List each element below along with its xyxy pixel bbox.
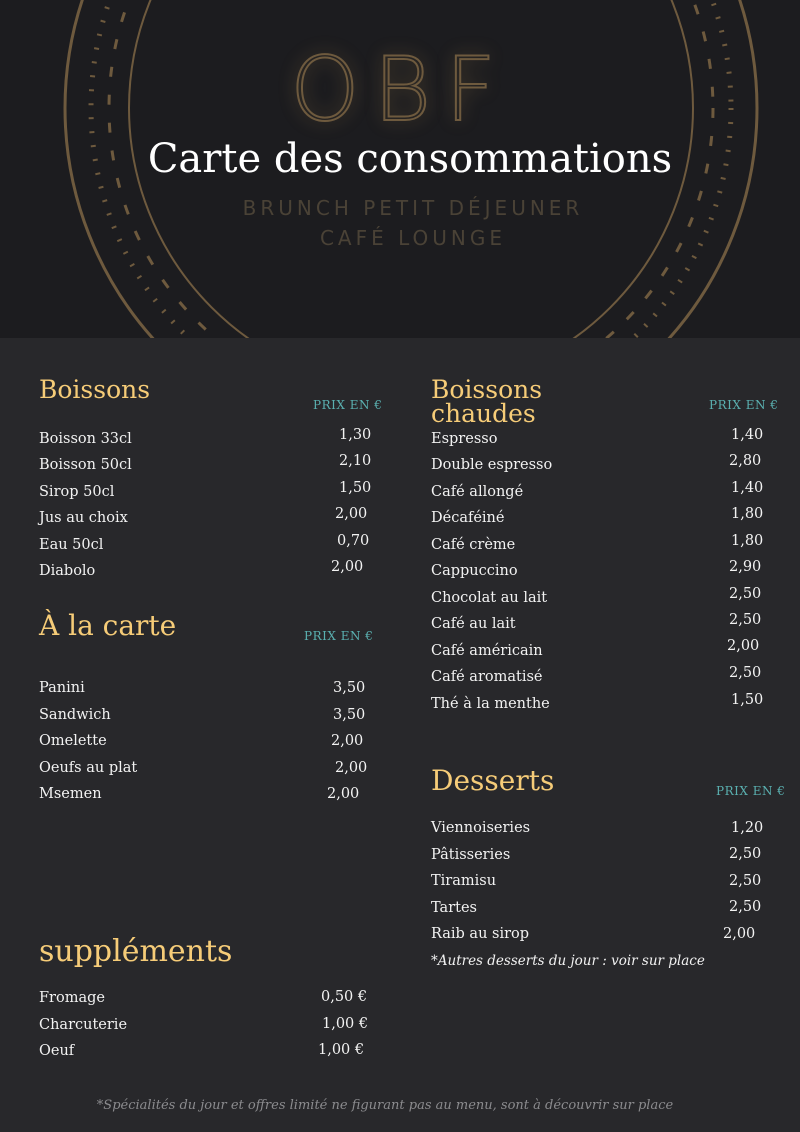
item-price: 1,50 (339, 480, 372, 496)
item-price: 1,00 € (322, 1016, 369, 1032)
item-price: 2,90 (729, 559, 762, 575)
desserts-note: *Autres desserts du jour : voir sur place (431, 953, 705, 969)
item-price: 2,50 (729, 846, 762, 862)
item-name: Café au lait (431, 616, 516, 632)
item-name: Cappuccino (431, 563, 518, 579)
item-price: 1,40 (731, 427, 764, 443)
item-price: 2,50 (729, 586, 762, 602)
item-name: Diabolo (39, 563, 96, 579)
item-name: Fromage (39, 990, 105, 1006)
item-name: Boisson 33cl (39, 431, 132, 447)
price-label: PRIX EN € (716, 784, 786, 798)
item-name: Boisson 50cl (39, 457, 132, 473)
item-price: 0,70 (337, 533, 370, 549)
item-price: 1,50 (731, 692, 764, 708)
item-name: Café allongé (431, 484, 524, 500)
section-title-desserts: Desserts (431, 764, 555, 797)
item-name: Pâtisseries (431, 847, 511, 863)
logo: OBF (290, 38, 510, 141)
item-price: 2,00 (727, 638, 760, 654)
item-name: Panini (39, 680, 85, 696)
item-name: Msemen (39, 786, 102, 802)
item-name: Double espresso (431, 457, 553, 473)
item-price: 2,00 (335, 760, 368, 776)
price-label: PRIX EN € (304, 629, 374, 643)
item-price: 0,50 € (321, 989, 368, 1005)
item-price: 2,00 (335, 506, 368, 522)
item-name: Décaféiné (431, 510, 505, 526)
header-banner (0, 0, 800, 338)
item-price: 3,50 (333, 680, 366, 696)
page-title: Carte des consommations (147, 136, 673, 182)
item-price: 1,30 (339, 427, 372, 443)
item-name: Chocolat au lait (431, 590, 548, 606)
item-name: Sirop 50cl (39, 484, 115, 500)
section-title-supplements: suppléments (39, 934, 233, 969)
section-title-boissons: Boissons (39, 375, 151, 404)
item-name: Thé à la menthe (431, 696, 550, 712)
footer-note: *Spécialités du jour et offres limité ne figurant pas au menu, sont à découvrir sur place (96, 1098, 674, 1113)
item-price: 2,00 (723, 926, 756, 942)
item-price: 1,40 (731, 480, 764, 496)
section-title-carte: À la carte (39, 609, 177, 642)
item-price: 3,50 (333, 707, 366, 723)
item-name: Charcuterie (39, 1017, 128, 1033)
subtitle-line-2: CAFÉ LOUNGE (319, 226, 507, 250)
price-label: PRIX EN € (709, 398, 779, 412)
item-name: Café aromatisé (431, 669, 543, 685)
item-price: 2,50 (729, 612, 762, 628)
item-price: 2,00 (331, 559, 364, 575)
section-title-line: Boissons (431, 375, 543, 404)
item-name: Café américain (431, 643, 543, 659)
item-name: Oeuf (39, 1043, 75, 1059)
item-name: Tartes (431, 900, 477, 916)
item-name: Viennoiseries (431, 820, 531, 836)
item-name: Omelette (39, 733, 107, 749)
item-name: Eau 50cl (39, 537, 104, 553)
item-name: Café crème (431, 537, 516, 553)
item-name: Jus au choix (39, 510, 128, 526)
item-price: 1,80 (731, 506, 764, 522)
item-name: Espresso (431, 431, 498, 447)
item-price: 2,00 (331, 733, 364, 749)
item-price: 2,50 (729, 899, 762, 915)
item-price: 1,20 (731, 820, 764, 836)
item-price: 1,00 € (318, 1042, 365, 1058)
item-price: 2,50 (729, 873, 762, 889)
item-price: 2,10 (339, 453, 372, 469)
item-name: Tiramisu (431, 873, 497, 889)
section-title-chaudes (431, 375, 543, 428)
item-price: 2,80 (729, 453, 762, 469)
section-title-line: chaudes (431, 399, 536, 428)
item-price: 2,50 (729, 665, 762, 681)
price-label: PRIX EN € (313, 398, 383, 412)
item-price: 1,80 (731, 533, 764, 549)
subtitle-line-1: BRUNCH PETIT DÉJEUNER (242, 196, 584, 220)
item-name: Raib au sirop (431, 926, 530, 942)
item-price: 2,00 (327, 786, 360, 802)
item-name: Sandwich (39, 707, 111, 723)
item-name: Oeufs au plat (39, 760, 138, 776)
